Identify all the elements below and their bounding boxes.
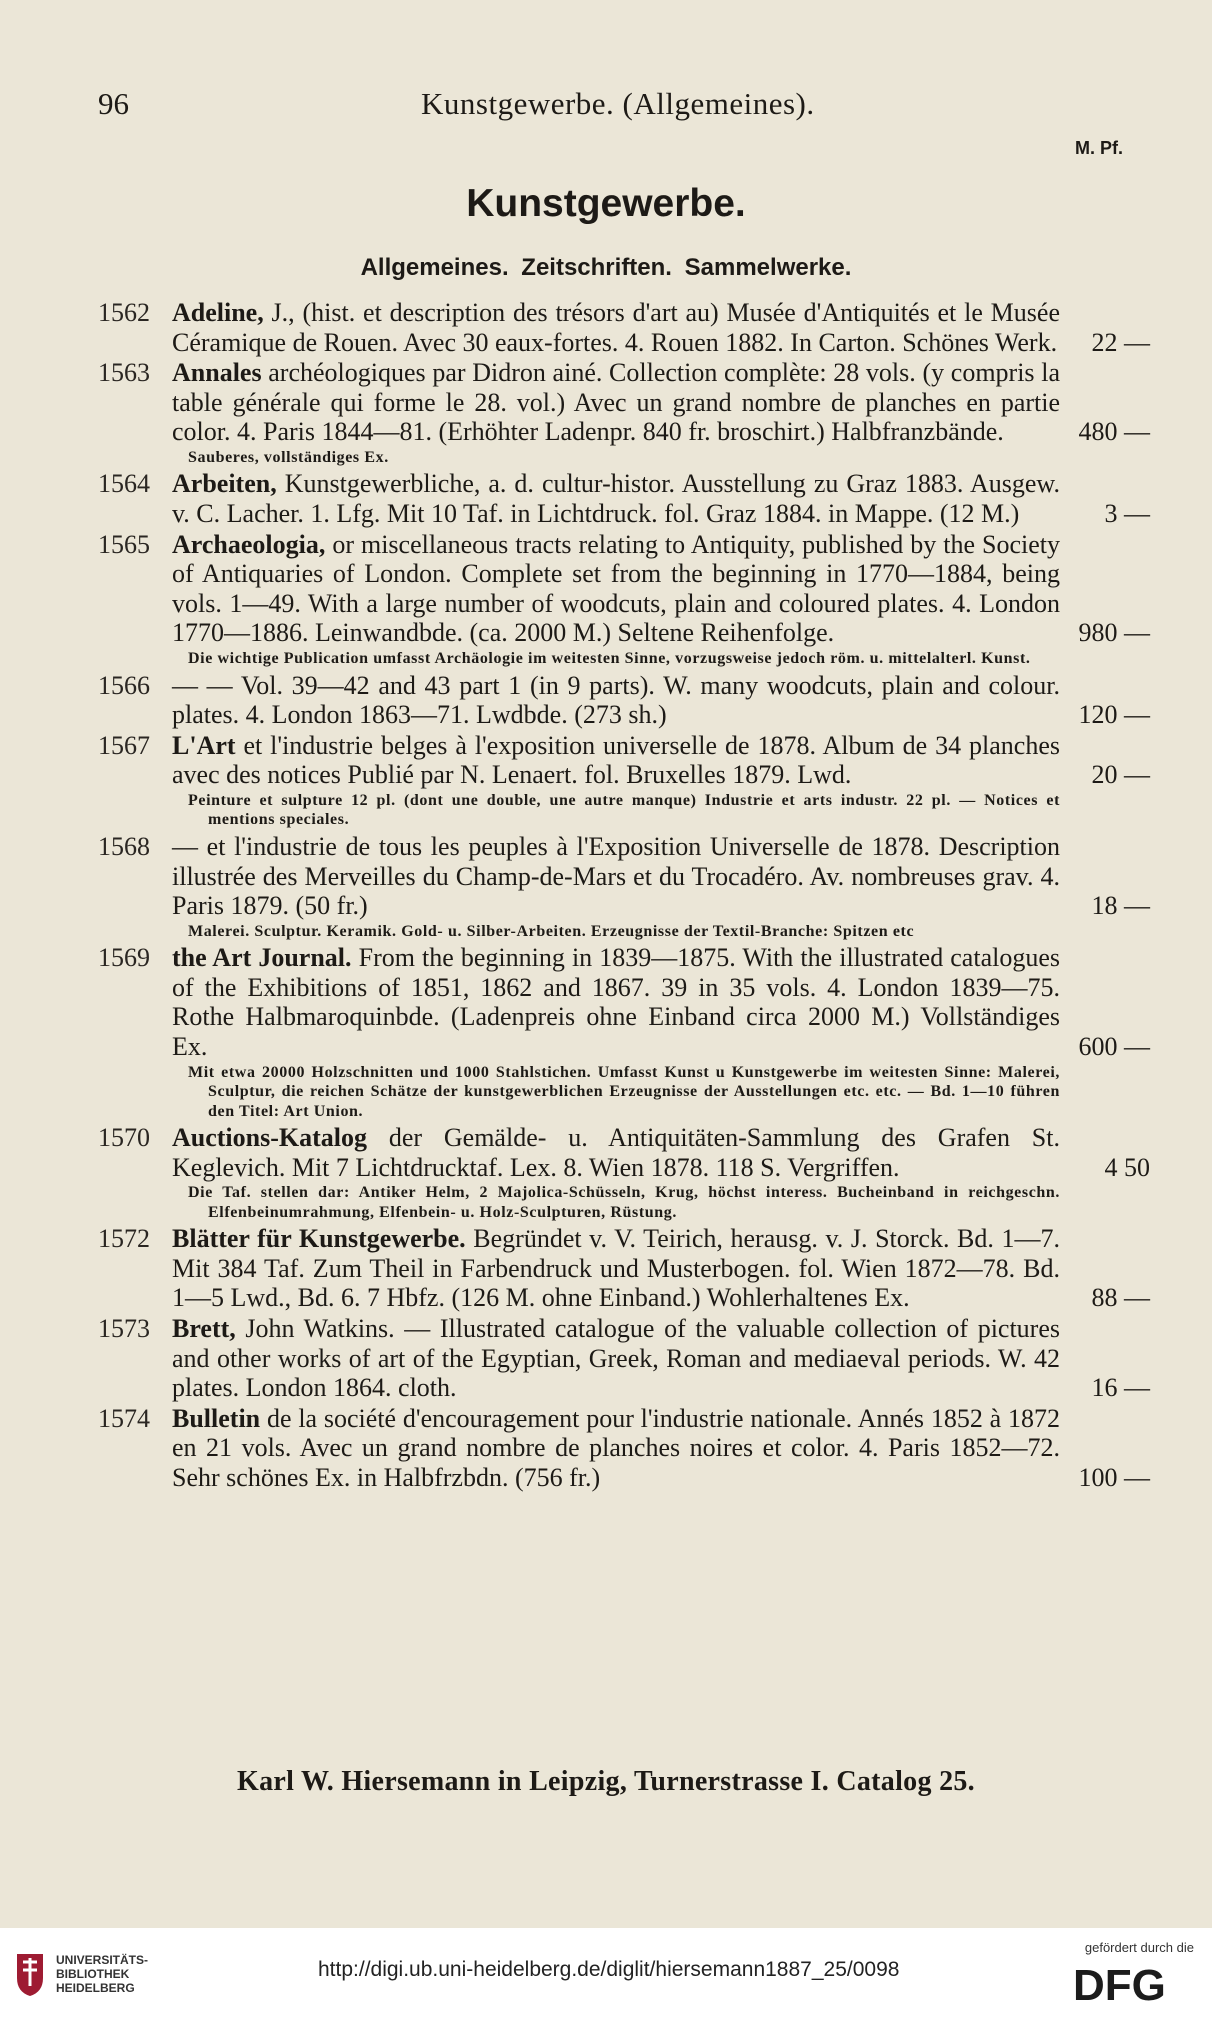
entry-number: 1562: [98, 298, 150, 327]
university-seal-icon: [14, 1952, 46, 1998]
entry-body: de la société d'encouragement pour l'industrie nationale. Annés 1852 à 1872 en 21 vols. Avec un grand nombre de planches noires et color. 4. Paris 1852—72. Sehr schönes Ex. in Halbfrzbdn. (756 fr.): [172, 1403, 1060, 1492]
entry-number: 1570: [98, 1123, 150, 1153]
catalog-entry: [98, 1123, 1150, 1182]
entry-note: Die wichtige Publication umfasst Archäologie im weitesten Sinne, vorzugsweise jedoch röm. u. mittelalterl. Kunst.: [188, 650, 1031, 668]
page-number: 96: [98, 86, 129, 121]
entry-body: — — Vol. 39—42 and 43 part 1 (in 9 parts). W. many woodcuts, plain and colour. plates. 4. London 1863—71. Lwdbde. (273 sh.): [172, 670, 1060, 730]
catalog-entry: [98, 1224, 1150, 1313]
entry-body: archéologiques par Didron ainé. Collection complète: 28 vols. (y compris la table générale qui forme le 28. vol.) Avec un grand nombre de planches en partie color. 4. Paris 1844—81. (Erhöhter Ladenpr. 840 fr. broschirt.) Halbfranzbände.: [172, 358, 1060, 447]
catalog-entry: [98, 358, 1150, 447]
section-subtitle: Allgemeines. Zeitschriften. Sammelwerke.: [360, 254, 852, 281]
entry-description: [172, 530, 1060, 648]
entry-body: From the beginning in 1839—1875. With the illustrated catalogues of the Exhibitions of 1851, 1862 and 1867. 39 in 35 vols. 4. London 1839—75. Rothe Halbmaroquinbde. (Ladenpreis ohne Einband circa 2000 M.) Vollständiges Ex.: [172, 943, 1060, 1061]
entry-note: Die Taf. stellen dar: Antiker Helm, 2 Majolica-Schüsseln, Krug, höchst interess. Bucheinband in reichgeschn. Elfenbeinumrahmung, Elfenbein- u. Holz-Sculpturen, Rüstung.: [188, 1184, 1060, 1221]
entry-number: 1564: [98, 469, 150, 499]
entry-heading: Auctions-Katalog: [172, 1123, 367, 1153]
entry-body: — et l'industrie de tous les peuples à l'Exposition Universelle de 1878. Description illustrée des Merveilles du Champ-de-Mars et du Trocadéro. Av. nombreuses grav. 4. Paris 1879. (50 fr.): [172, 831, 1060, 921]
running-head: [98, 86, 1138, 126]
entry-description: [172, 731, 1060, 790]
catalog-entry: [98, 832, 1150, 921]
entry-price: 120 —: [1078, 700, 1150, 730]
entry-price: 600 —: [1078, 1031, 1150, 1061]
library-name: [56, 1953, 148, 1995]
entry-description: [172, 1404, 1060, 1493]
entry-heading: Annales: [172, 358, 262, 388]
document-url-link[interactable]: http://digi.ub.uni-heidelberg.de/diglit/hiersemann1887_25/0098: [318, 1958, 900, 1981]
entry-price: 88 —: [1091, 1283, 1150, 1313]
entry-number: 1573: [98, 1314, 150, 1344]
entry-heading: Archaeologia,: [172, 529, 326, 559]
entry-body: Begründet v. V. Teirich, herausg. v. J. Storck. Bd. 1—7. Mit 384 Taf. Zum Theil in Farbendruck und Musterbogen. fol. Wien 1872—78. Bd. 1—5 Lwd., Bd. 6. 7 Hbfz. (126 M. ohne Einband.) Wohlerhaltenes Ex.: [172, 1224, 1060, 1313]
entry-heading: Brett,: [172, 1314, 236, 1344]
price-column-label: M. Pf.: [1075, 138, 1123, 158]
dfg-logo-text: DFG: [1073, 1964, 1166, 2004]
entry-number: 1565: [98, 529, 150, 559]
entry-description: [172, 1123, 1060, 1182]
entry-price: 16 —: [1091, 1373, 1150, 1403]
publisher-footer: Karl W. Hiersemann in Leipzig, Turnerstrasse I. Catalog 25.: [237, 1766, 975, 1797]
catalog-entry: [98, 943, 1150, 1061]
entry-price: 22 —: [1091, 327, 1150, 357]
entry-number: 1567: [98, 730, 150, 760]
entry-heading: L'Art: [172, 730, 236, 760]
entry-number: 1563: [98, 358, 150, 388]
entry-number: 1574: [98, 1403, 150, 1433]
entry-body: or miscellaneous tracts relating to Antiquity, published by the Society of Antiquaries of London. Complete set from the beginning in 1770—1884, being vols. 1—49. With a large number of woodcuts, plain and coloured plates. 4. London 1770—1886. Leinwandbde. (ca. 2000 M.) Seltene Reihenfolge.: [172, 529, 1060, 648]
entry-description: [172, 1224, 1060, 1313]
entry-price: 3 —: [1104, 499, 1150, 529]
catalog-entry: [98, 731, 1150, 790]
entry-price: 18 —: [1091, 891, 1150, 921]
entry-price: 480 —: [1078, 417, 1150, 447]
entry-price: 4 50: [1104, 1152, 1150, 1182]
entry-body: der Gemälde- u. Antiquitäten-Sammlung des Grafen St. Keglevich. Mit 7 Lichtdrucktaf. Lex. 8. Wien 1878. 118 S. Vergriffen.: [172, 1123, 1060, 1182]
entry-description: [172, 943, 1060, 1061]
sponsor-label: gefördert durch die: [1084, 1940, 1194, 1955]
entry-price: 20 —: [1091, 760, 1150, 790]
entry-description: [172, 671, 1060, 730]
catalog-entry: [98, 671, 1150, 730]
entry-description: [172, 1314, 1060, 1403]
entry-body: J., (hist. et description des trésors d'art au) Musée d'Antiquités et le Musée Céramique de Rouen. Avec 30 eaux-fortes. 4. Rouen 1882. In Carton. Schönes Werk.: [172, 298, 1060, 357]
entry-note: Sauberes, vollständiges Ex.: [188, 448, 389, 466]
entry-number: 1569: [98, 943, 150, 973]
entry-heading: Blätter für Kunstgewerbe.: [172, 1224, 466, 1254]
catalog-entry: [98, 1404, 1150, 1493]
entry-body: John Watkins. — Illustrated catalogue of the valuable collection of pictures and other works of art of the Egyptian, Greek, Roman and mediaeval periods. W. 42 plates. London 1864. cloth.: [172, 1314, 1060, 1403]
viewer-bottom-bar: [0, 1928, 1212, 2018]
entry-heading: Adeline,: [172, 298, 264, 327]
entry-note: Peinture et sulpture 12 pl. (dont une double, une autre manque) Industrie et arts industr. 22 pl. — Notices et mentions speciales.: [188, 791, 1060, 829]
entry-price: 100 —: [1078, 1463, 1150, 1492]
entry-description: [172, 469, 1060, 528]
entry-note: Mit etwa 20000 Holzschnitten und 1000 Stahlstichen. Umfasst Kunst u Kunstgewerbe im weitesten Sinne: Malerei, Sculptur, die reichen Schätze der kunstgewerblichen Erzeugnisse der Ausstellungen etc. etc. — Bd. 1—10 führen den Titel: Art Union.: [188, 1063, 1060, 1120]
section-title: Kunstgewerbe.: [466, 182, 746, 225]
entry-description: [172, 298, 1060, 357]
entry-body: et l'industrie belges à l'exposition universelle de 1878. Album de 34 planches avec des notices Publié par N. Lenaert. fol. Bruxelles 1879. Lwd.: [172, 730, 1060, 790]
entry-heading: Bulletin: [172, 1403, 261, 1433]
entry-number: 1566: [98, 670, 150, 700]
entry-number: 1568: [98, 831, 150, 861]
catalog-entries: [98, 298, 1150, 1494]
catalog-entry: [98, 298, 1150, 357]
dfg-logo-icon: [1073, 1964, 1197, 2004]
entry-heading: Arbeiten,: [172, 469, 277, 499]
running-title: Kunstgewerbe. (Allgemeines).: [421, 86, 815, 121]
library-name-line: BIBLIOTHEK: [56, 1967, 130, 1981]
library-name-line: UNIVERSITÄTS-: [56, 1953, 149, 1967]
library-name-line: HEIDELBERG: [56, 1981, 135, 1995]
entry-heading: the Art Journal.: [172, 943, 352, 973]
catalog-entry: [98, 1314, 1150, 1403]
entry-body: Kunstgewerbliche, a. d. cultur-histor. Ausstellung zu Graz 1883. Ausgew. v. C. Lacher. 1. Lfg. Mit 10 Taf. in Lichtdruck. fol. Graz 1884. in Mappe. (12 M.): [172, 469, 1060, 529]
catalog-entry: [98, 469, 1150, 528]
entry-description: [172, 358, 1060, 447]
entry-number: 1572: [98, 1224, 150, 1254]
entry-price: 980 —: [1078, 618, 1150, 648]
entry-description: [172, 832, 1060, 921]
catalog-entry: [98, 530, 1150, 648]
entry-note: Malerei. Sculptur. Keramik. Gold- u. Silber-Arbeiten. Erzeugnisse der Textil-Branche: Spitzen etc: [188, 922, 915, 940]
